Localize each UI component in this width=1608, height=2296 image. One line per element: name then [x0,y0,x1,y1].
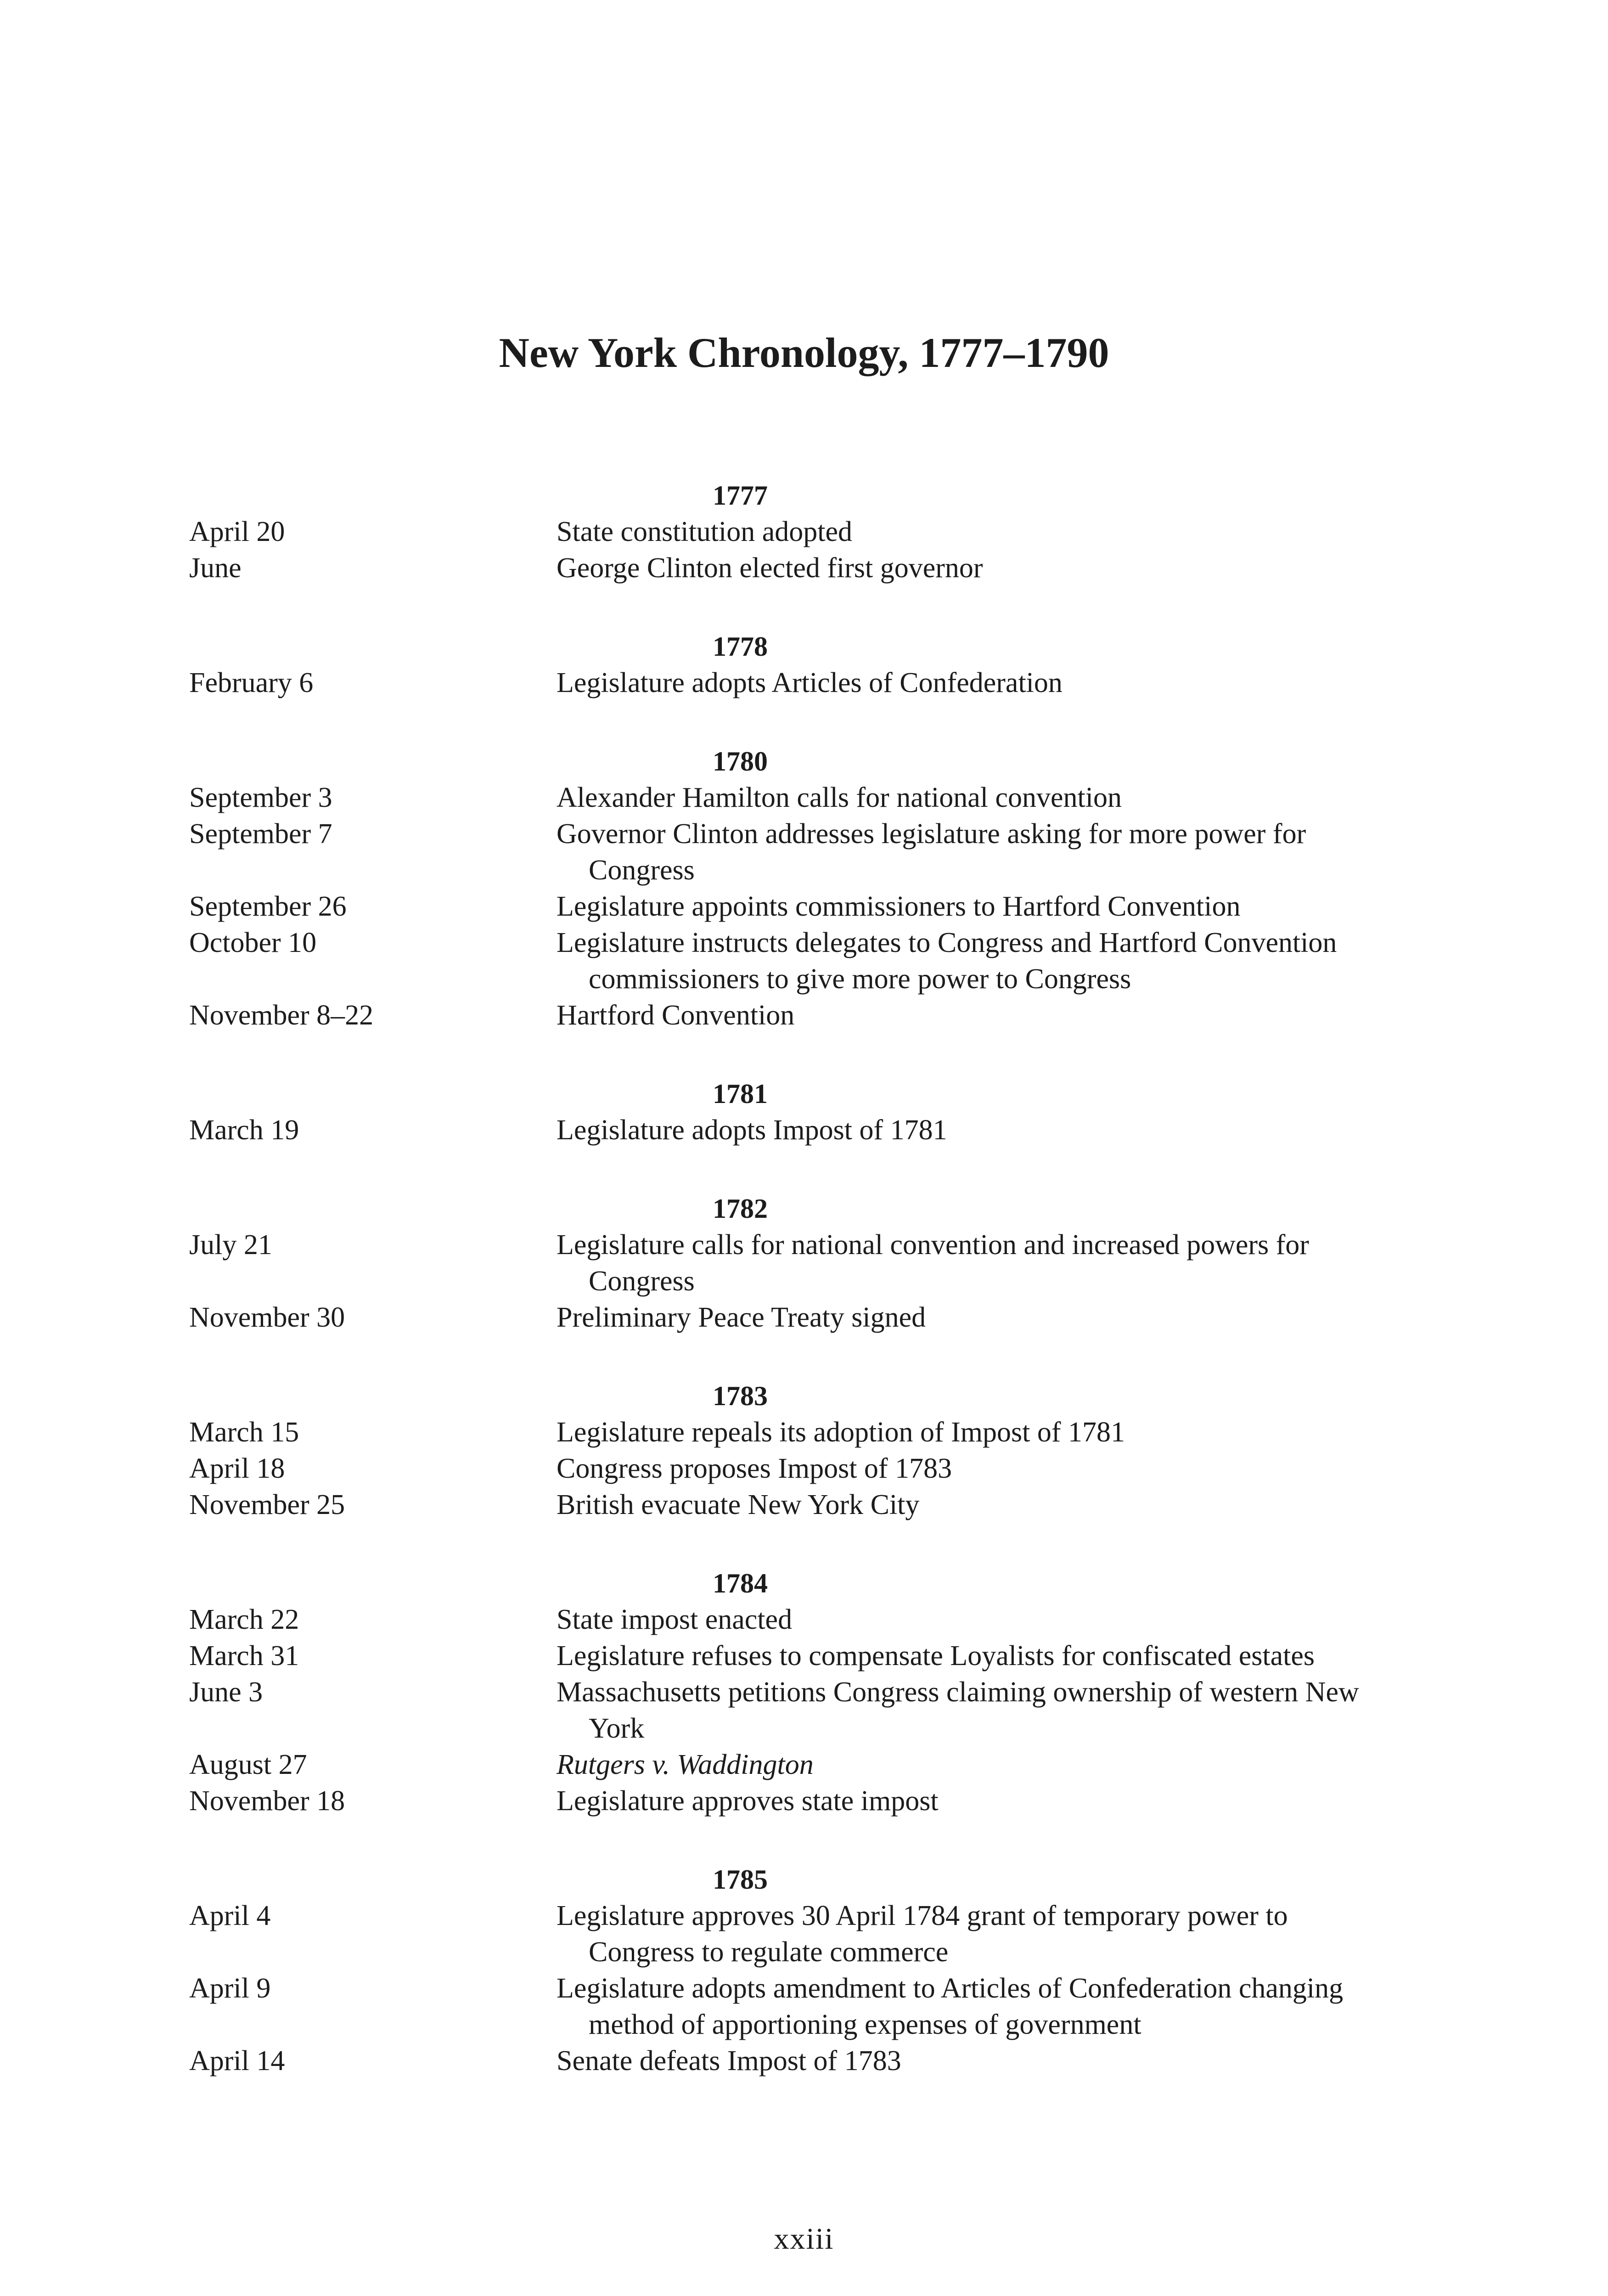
chronology-entry [189,1300,1429,1336]
entry-event-text: Rutgers v. Waddington [557,1749,814,1780]
entry-event [557,665,1369,701]
entry-event-text: Legislature approves state impost [557,1785,939,1817]
entry-event-text: Legislature approves 30 April 1784 grant of temporary power to Congress to regulate commerce [557,1900,1288,1968]
entry-event [557,550,1369,586]
entry-event [557,1602,1369,1638]
chronology-entry [189,1898,1429,1970]
entry-date: November 18 [189,1785,345,1817]
entry-event [557,816,1369,889]
entry-event-text: State constitution adopted [557,516,853,547]
entry-date: March 22 [189,1604,299,1635]
entry-date: November 30 [189,1302,345,1333]
chronology [189,478,1429,2079]
chronology-entry [189,1451,1429,1487]
entry-date: September 3 [189,782,332,813]
entry-date: September 26 [189,891,347,922]
entry-date: July 21 [189,1229,272,1261]
entry-event [557,780,1369,816]
entry-date: March 31 [189,1640,299,1671]
entry-date: April 18 [189,1453,285,1484]
entry-event [557,1451,1369,1487]
entry-event-text: Hartford Convention [557,1000,795,1031]
entry-event-text: British evacuate New York City [557,1489,920,1520]
chronology-entry [189,889,1429,925]
entry-event [557,1970,1369,2043]
entry-event [557,1300,1369,1336]
entry-event-text: Senate defeats Impost of 1783 [557,2045,901,2077]
entry-event-text: Congress proposes Impost of 1783 [557,1453,952,1484]
entry-date: March 19 [189,1114,299,1146]
chronology-entry [189,1227,1429,1300]
entry-event-text: Legislature calls for national convention and increased powers for Congress [557,1229,1309,1297]
year-heading: 1784 [713,1568,768,1598]
entry-date: August 27 [189,1749,307,1780]
entry-event [557,889,1369,925]
entry-event-text: Legislature repeals its adoption of Impost of 1781 [557,1417,1125,1448]
chronology-entry [189,1638,1429,1674]
entry-event [557,1112,1369,1148]
year-heading: 1782 [713,1193,768,1224]
chronology-entry [189,780,1429,816]
entry-event-text: Legislature refuses to compensate Loyalists for confiscated estates [557,1640,1315,1671]
chronology-entry [189,1783,1429,1819]
entry-event [557,1783,1369,1819]
entry-event [557,2043,1369,2079]
entry-date: October 10 [189,927,317,958]
chronology-entry [189,816,1429,889]
entry-date: November 25 [189,1489,345,1520]
year-heading: 1785 [713,1864,768,1895]
entry-event-text: Preliminary Peace Treaty signed [557,1302,926,1333]
entry-event [557,1227,1369,1300]
chronology-entry [189,1747,1429,1783]
entry-event-text: Legislature adopts Articles of Confederation [557,667,1063,698]
chronology-entry [189,550,1429,586]
entry-event [557,1674,1369,1747]
chronology-entry [189,1602,1429,1638]
year-heading: 1780 [713,746,768,777]
entry-event [557,514,1369,550]
entry-event [557,1414,1369,1451]
entry-event-text: Legislature instructs delegates to Congress and Hartford Convention commissioners to give more power to Congress [557,927,1337,995]
entry-date: April 9 [189,1973,271,2004]
chronology-entry [189,1112,1429,1148]
entry-event [557,1898,1369,1970]
chronology-entry [189,1970,1429,2043]
entry-event-text: Alexander Hamilton calls for national convention [557,782,1122,813]
entry-date: November 8–22 [189,1000,374,1031]
entry-event [557,925,1369,997]
page-title: New York Chronology, 1777–1790 [499,329,1109,376]
entry-date: June 3 [189,1677,263,1708]
chronology-entry [189,1674,1429,1747]
entry-event [557,1747,1369,1783]
entry-date: April 14 [189,2045,285,2077]
entry-event [557,1487,1369,1523]
entry-event-text: Legislature adopts Impost of 1781 [557,1114,947,1146]
page-number: xxiii [774,2222,834,2256]
year-heading: 1778 [713,631,768,662]
chronology-entry [189,2043,1429,2079]
entry-date: February 6 [189,667,314,698]
chronology-entry [189,997,1429,1034]
chronology-entry [189,1487,1429,1523]
year-heading: 1777 [713,480,768,511]
entry-event-text: Legislature appoints commissioners to Hartford Convention [557,891,1241,922]
entry-event-text: Legislature adopts amendment to Articles of Confederation changing method of apportioning expenses of government [557,1973,1344,2040]
chronology-entry [189,665,1429,701]
entry-event [557,997,1369,1034]
entry-event-text: State impost enacted [557,1604,793,1635]
entry-event-text: Governor Clinton addresses legislature asking for more power for Congress [557,818,1306,886]
entry-date: June [189,552,242,584]
chronology-entry [189,514,1429,550]
entry-date: April 4 [189,1900,271,1931]
entry-date: September 7 [189,818,332,850]
year-heading: 1783 [713,1381,768,1411]
chronology-entry [189,1414,1429,1451]
entry-event-text: George Clinton elected first governor [557,552,983,584]
entry-event [557,1638,1369,1674]
chronology-entry [189,925,1429,997]
year-heading: 1781 [713,1079,768,1109]
entry-date: April 20 [189,516,285,547]
entry-date: March 15 [189,1417,299,1448]
entry-event-text: Massachusetts petitions Congress claiming ownership of western New York [557,1677,1359,1744]
